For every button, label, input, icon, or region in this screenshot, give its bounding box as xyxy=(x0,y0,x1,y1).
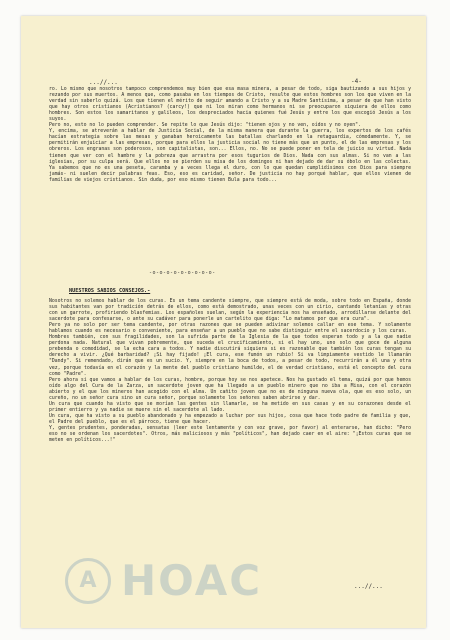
body-text-section-2: Nosotros no solemos hablar de los curas. Es un tema candente siempre, que siempre está de moda, sobre todo en España, donde sus habitantes van por tradición detrás de ellos, como está demostrado, unas veces con un cirio, cantando letanías y otras con un garrote, profiriendo blasfemias. Los españoles suelan, según la experiencia nos ha enseñado, arrodillarse delante del sacerdote para confesarse, o ante su cadáver para ponerle un cartelito que diga: "Lo matamos por que era cura". Pero ya no solo por ser tema candente, por otras razones que se pueden adivinar solemos callar en ese tema. Y solamente hablamos cuando es necesario o conveniente, para enseñar a un pueblo que no sabe distinguir entre el sacerdocio y los curas. Hombres también, con sus fragilidades, son la sufrida parte de la Iglesia de la que todos esperan todo y a la que nadie perdona nada. Natural que vivan pobremente, que suceda el crucificamiento, si el hay uno, uno solo que goce de alguna prebenda o comodidad, se la echa cara a todos. Y nadie discutirá siquiera si es razonable que también los curas tengan su derecho a vivir. ¿Qué barbaridad? ¡Si hay fijado! ¡El cura, ese fumón un rubio! Si va limpiamente vestido le llamarán "Dandy". Si remendado, dirán que es un sucio. Y, siempre en la boca de todos, a pesar de todo, recurrirán a él una y otra vez, porque todavía en el corazón y la mente del pueblo cristiano humilde, el de verdad cristiano, está el concepto del cura como "Padre". Pero ahora si que vamos a hablar de los curas, hombre, porque hoy se nos apetece. Nos ha gustado el tema, quizá por que hemos oído algo del Cura de la Zarza, un sacerdote joven que ha llegado a un pueblo minero que no iba a Misa, con el corazón abierto y el que los mineros han acogido con el alma. Un cañito joven que no es de ninguna nueva ola, que es eso solo, un cureño, no un señor cura sino un cura señor, porque solamente los señores saben abrirse y dar. Un cura que cuando ha visto que se morían las gentes sin llamarle, se ha metido en sus casas y en su corazones desde el primer entierro y ya nadie se muere sin el sacerdote al lado. Un cura, que ha visto a su pueblo abandonado y ha empezado a luchar por sus hijos, cosa que hace todo padre de familia y que, el Padre del pueblo, que es el párroco, tiene que hacer. Y, gentes prudentes, ponderadas, sensatas (leer este lentamente y con voz grave, por favor) al enterarse, han dicho: "Pero eso no se ordenan los sacerdotes". Otros, más maliciosos y más "políticos", han dejado caer en el aire: "¡Estos curas que se meten en políticos...!" xyxy=(49,299,411,444)
watermark-seal-icon: A xyxy=(65,558,111,604)
watermark-text: HOAC xyxy=(121,556,263,605)
document-page xyxy=(21,16,426,628)
watermark xyxy=(65,556,262,605)
section-heading: NUESTROS SABIOS CONSEJOS.- xyxy=(69,288,151,294)
continuation-marks: ...//... xyxy=(89,79,118,86)
section-divider: -o-o-o-o-o-o-o-o-o- xyxy=(149,270,216,276)
continuation-marks-end: ...//... xyxy=(354,583,383,590)
page-number: -4- xyxy=(351,78,362,85)
body-text-section-1: ro. Lo mismo que nosotros tampoco comprendemos muy bien que esa masa minera, a pesar de todo, siga bautizando a sus hijos y rezando por sus muertos. A menos que, como pasaba en los tiempos de Cristo, resulte que estos hombres son los que viven en la verdad sin saberlo quizá. Los que tienen el mérito de seguir amando a Cristo y a su Madre Santísima, a pesar de que han visto que hay otros cristianos (Acristianos? (carcy!) que ni los miran como hermanos ni se preocuparon siquiera de ellos como hombres. Son estos los samaritanos y galileos, los despreciados hacia quienes fué Jesús y entre los que escogió Jesús a los suyos. Pero no, esto no lo pueden comprender. Se repite lo que Jesús dijo: "tienen ojos y no ven, oídos y no oyen". Y, encima, se atreverán a hablar de Justicia Social, de la misma manera que durante la guerra, los expertos de los cafés hacían estrategia sobre las mesas y ganaban heroicamente las batallas charlando en la retaguardia, cómodamente. Y, se permitirán enjuiciar a las empresas, porque para ellos la justicia social no tiene más que un punto, el de las empresas y los obreros. Los engranas son poderosos, son capitalistas, son... Ellos, no. No se puede poner en tela de juicio su virtud. Nada tienen que ver con el hambre y la pobreza que arrastra por esos tugurios de Dios. Nada con sus almas. Si no van a las iglesias, por su culpa será. Que ellos no se pierden su misa de los domingos ni han dejado de dar su óbolo en las colectas. Ya sabemos que no es una peseta, caramba y a veces llega el duro, con lo que quedan cumplidísimos con Dios para siempre jamás- ni suelen decir palabras feas. Eso, eso es caridad, señor. De justicia no hay porqué hablar, que ellos vienen de familias de viejos cristianos. Sin duda, por eso mismo tienen Bula para todo... xyxy=(49,87,411,183)
